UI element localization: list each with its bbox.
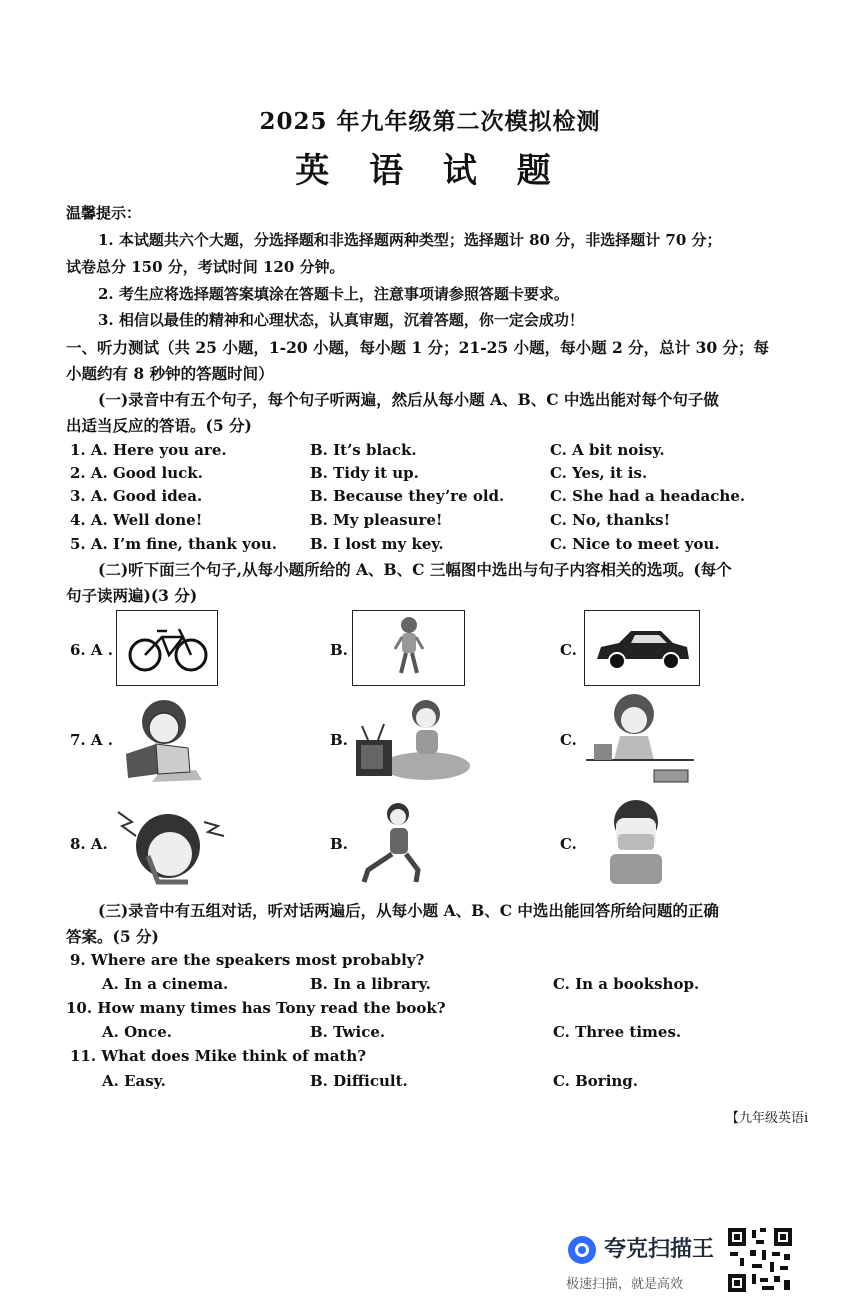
q11-question: 11. What does Mike think of math? xyxy=(70,1047,367,1065)
q10-option-b: B. Twice. xyxy=(310,1023,386,1041)
q11-option-a: A. Easy. xyxy=(102,1072,166,1090)
q3-option-b: B. Because they’re old. xyxy=(310,487,505,505)
q10-question: 10. How many times has Tony read the book? xyxy=(66,999,446,1017)
q8-mask-picture xyxy=(604,796,668,888)
q6-label-c: C. xyxy=(560,641,577,659)
scanner-brand-slogan: 极速扫描，就是高效 xyxy=(566,1277,684,1292)
q3-option-c: C. She had a headache. xyxy=(550,487,746,505)
q10-option-a: A. Once. xyxy=(102,1023,172,1041)
part3-instructions-a: (三)录音中有五组对话，听对话两遍后，从每小题 A、B、C 中选出能回答所给问题的正确 xyxy=(98,901,719,920)
section-heading-a: 一、听力测试（共 25 小题，1-20 小题，每小题 1 分；21-25 小题，每小题 2 分，总计 30 分；每 xyxy=(66,338,770,357)
q9-option-c: C. In a bookshop. xyxy=(553,975,700,993)
q2-option-b: B. Tidy it up. xyxy=(310,464,419,482)
q6-bicycle-picture xyxy=(116,610,218,686)
q2-option-c: C. Yes, it is. xyxy=(550,464,648,482)
section-heading-b: 小题约有 8 秒钟的答题时间） xyxy=(66,364,274,383)
q8-hurt-knee-picture xyxy=(356,800,436,886)
q7-label-a: 7. A . xyxy=(70,731,113,749)
notice-heading: 温馨提示： xyxy=(66,204,142,222)
q5-option-b: B. I lost my key. xyxy=(310,535,444,553)
q10-option-c: C. Three times. xyxy=(553,1023,682,1041)
q1-option-b: B. It’s black. xyxy=(310,441,417,459)
q8-label-a: 8. A. xyxy=(70,835,108,853)
q7-label-b: B. xyxy=(330,731,348,749)
exam-title: 2025 年九年级第二次模拟检测 xyxy=(259,108,601,135)
notice-line-1: 1. 本试题共六个大题，分选择题和非选择题两种类型；选择题计 80 分，非选择题计 70 分； xyxy=(98,231,722,249)
q4-option-b: B. My pleasure! xyxy=(310,511,443,529)
notice-line-2: 2. 考生应将选择题答案填涂在答题卡上，注意事项请参照答题卡要求。 xyxy=(98,285,569,303)
q6-label-b: B. xyxy=(330,641,348,659)
q11-option-c: C. Boring. xyxy=(553,1072,639,1090)
q7-watching-tv-picture xyxy=(354,690,470,784)
scanner-brand-name: 夸克扫描王 xyxy=(604,1237,715,1262)
q7-phone-call-picture xyxy=(584,690,696,786)
quark-scanner-logo-icon xyxy=(566,1234,598,1270)
q3-option-a: 3. A. Good idea. xyxy=(70,487,203,505)
part2-instructions-b: 句子读两遍)(3 分) xyxy=(66,586,198,605)
notice-line-1b: 试卷总分 150 分，考试时间 120 分钟。 xyxy=(66,258,345,276)
q5-option-c: C. Nice to meet you. xyxy=(550,535,720,553)
q9-option-b: B. In a library. xyxy=(310,975,431,993)
qr-code-image xyxy=(726,1226,794,1294)
exam-subject-title: 英 语 试 题 xyxy=(295,151,565,191)
q1-option-a: 1. A. Here you are. xyxy=(70,441,227,459)
q6-label-a: 6. A . xyxy=(70,641,113,659)
part1-instructions-b: 出适当反应的答语。(5 分) xyxy=(66,416,252,435)
q4-option-c: C. No, thanks! xyxy=(550,511,671,529)
q9-option-a: A. In a cinema. xyxy=(102,975,229,993)
q5-option-a: 5. A. I’m fine, thank you. xyxy=(70,535,278,553)
q6-walking-picture xyxy=(352,610,465,686)
q8-label-c: C. xyxy=(560,835,577,853)
q4-option-a: 4. A. Well done! xyxy=(70,511,203,529)
q6-car-picture xyxy=(584,610,700,686)
part3-instructions-b: 答案。(5 分) xyxy=(66,927,159,946)
q8-label-b: B. xyxy=(330,835,348,853)
q7-reading-picture xyxy=(116,692,208,784)
part1-instructions-a: (一)录音中有五个句子，每个句子听两遍，然后从每小题 A、B、C 中选出能对每个句子做 xyxy=(98,390,719,409)
q7-label-c: C. xyxy=(560,731,577,749)
part2-instructions-a: (二)听下面三个句子,从每小题所给的 A、B、C 三幅图中选出与句子内容相关的选项。(每个 xyxy=(98,560,732,579)
q9-question: 9. Where are the speakers most probably? xyxy=(70,951,425,969)
notice-line-3: 3. 相信以最佳的精神和心理状态，认真审题，沉着答题，你一定会成功！ xyxy=(98,311,584,329)
page-footer-tag: 【九年级英语i xyxy=(726,1111,809,1126)
q1-option-c: C. A bit noisy. xyxy=(550,441,665,459)
q8-headache-picture xyxy=(112,796,228,888)
q11-option-b: B. Difficult. xyxy=(310,1072,408,1090)
q2-option-a: 2. A. Good luck. xyxy=(70,464,203,482)
